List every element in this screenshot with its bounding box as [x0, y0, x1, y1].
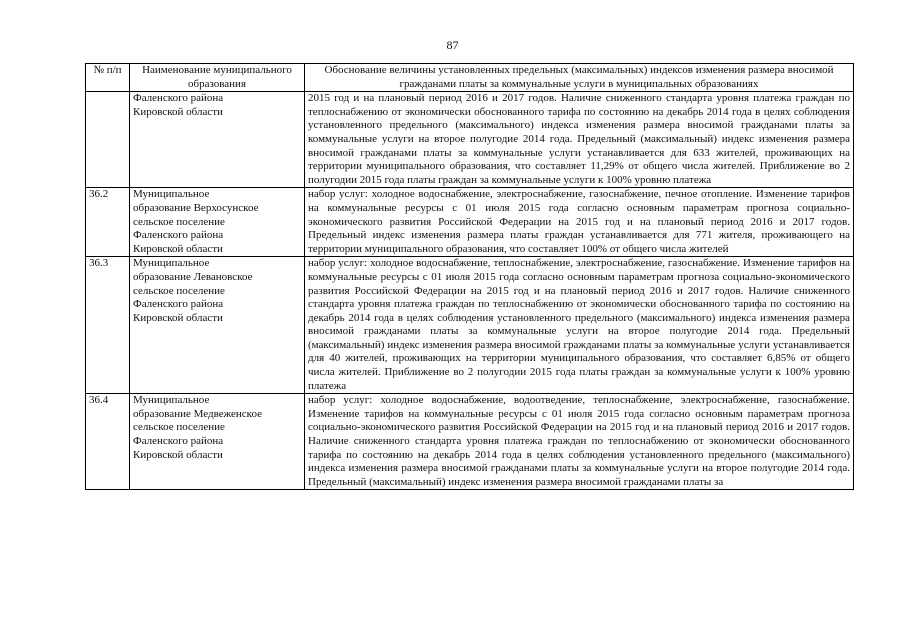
row-number: 36.4: [86, 394, 130, 490]
table-row: [86, 257, 854, 394]
row-municipality: Муниципальное образование Медвеженское сельское поселение Фаленского района Кировской области: [130, 394, 305, 490]
header-municipality: Наименование муниципального образования: [130, 64, 305, 92]
header-number: № п/п: [86, 64, 130, 92]
table-row: [86, 394, 854, 490]
header-justification: Обоснование величины установленных предельных (максимальных) индексов изменения размера вносимой гражданами платы за коммунальные услуги в муниципальных образованиях: [305, 64, 854, 92]
municipal-index-table: [85, 63, 854, 490]
row-justification: 2015 год и на плановый период 2016 и 2017 годов. Наличие сниженного стандарта уровня платежа граждан по теплоснабжению от экономически обоснованного тарифа по состоянию на декабрь 2014 года в целях соблюдения установленного предельного (максимального) индекса изменения размера вносимой гражданами платы за коммунальные услуги на второе полугодие 2014 года. Предельный (максимальный) индекс изменения размера вносимой гражданами платы за коммунальные услуги устанавливается для 633 жителей, проживающих на территории муниципального образования, что составляет 11,29% от общего числа жителей. Приближение во 2 полугодии 2015 года платы граждан за коммунальные услуги к 100% уровню платежа: [305, 92, 854, 188]
table-row: [86, 188, 854, 257]
row-number: [86, 92, 130, 188]
row-municipality: Фаленского района Кировской области: [130, 92, 305, 188]
table-row: [86, 92, 854, 188]
table-header-row: [86, 64, 854, 92]
row-municipality: Муниципальное образование Левановское сельское поселение Фаленского района Кировской области: [130, 257, 305, 394]
row-number: 36.2: [86, 188, 130, 257]
row-municipality: Муниципальное образование Верхосунское сельское поселение Фаленского района Кировской области: [130, 188, 305, 257]
page-number: 87: [446, 38, 459, 52]
row-justification: набор услуг: холодное водоснабжение, водоотведение, теплоснабжение, электроснабжение, газоснабжение. Изменение тарифов на коммунальные ресурсы с 01 июля 2015 года согласно основным параметрам прогноза социально-экономического развития Российской Федерации на 2015 год и на плановый период 2016 и 2017 годов. Наличие сниженного стандарта уровня платежа граждан по теплоснабжению от экономически обоснованного тарифа по состоянию на декабрь 2014 года в целях соблюдения установленного предельного (максимального) индекса изменения размера вносимой гражданами платы за коммунальные услуги на второе полугодие 2014 года. Предельный (максимальный) индекс изменения размера вносимой гражданами платы за: [305, 394, 854, 490]
row-justification: набор услуг: холодное водоснабжение, электроснабжение, газоснабжение, печное отопление. Изменение тарифов на коммунальные ресурсы с 01 июля 2015 года согласно основным параметрам прогноза социально-экономического развития Российской Федерации на 2015 год и на плановый период 2016 и 2017 годов. Предельный индекс изменения размера платы граждан устанавливается для 771 жителя, проживающего на территории муниципального образования, что составляет 100% от общего числа жителей: [305, 188, 854, 257]
row-justification: набор услуг: холодное водоснабжение, теплоснабжение, электроснабжение, газоснабжение. Изменение тарифов на коммунальные ресурсы с 01 июля 2015 года согласно основным параметрам прогноза социально-экономического развития Российской Федерации на 2015 год и на плановый период 2016 и 2017 годов. Наличие сниженного стандарта уровня платежа граждан по теплоснабжению от экономически обоснованного тарифа по состоянию на декабрь 2014 года в целях соблюдения установленного предельного (максимального) индекса изменения размера вносимой гражданами платы за коммунальные услуги на второе полугодие 2014 года. Предельный (максимальный) индекс изменения размера вносимой гражданами платы за коммунальные услуги устанавливается для 40 жителей, проживающих на территории муниципального образования, что составляет 6,85% от общего числа жителей. Приближение во 2 полугодии 2015 года платы граждан за коммунальные услуги к 100% уровню платежа: [305, 257, 854, 394]
row-number: 36.3: [86, 257, 130, 394]
